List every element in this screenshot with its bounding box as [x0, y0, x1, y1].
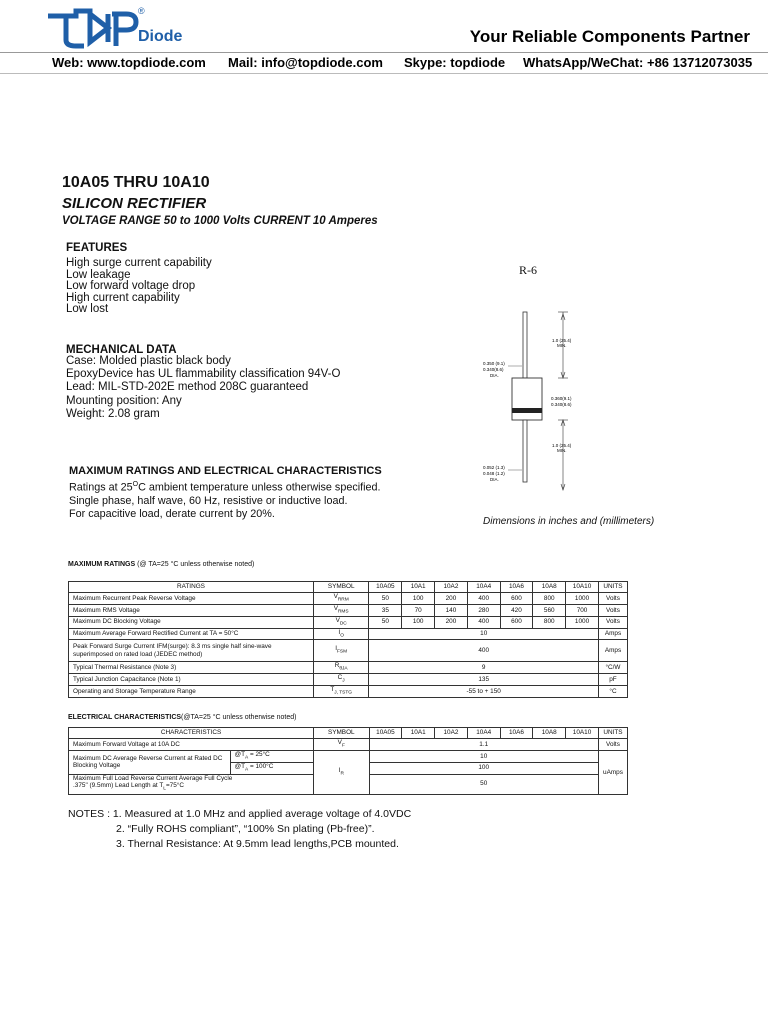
notes-block	[68, 807, 411, 852]
header-cell: 10A8	[533, 728, 566, 739]
symbol-sub: RMS	[337, 609, 349, 615]
ratings-line3: For capacitive load, derate current by 20%.	[69, 507, 275, 520]
symbol-letter: V	[335, 616, 340, 624]
value-cell: 200	[435, 593, 468, 605]
tagline: Your Reliable Components Partner	[469, 27, 750, 46]
symbol-cell	[313, 628, 368, 640]
note-2: 2. “Fully ROHS compliant”, “100% Sn plating (Pb-free)”.	[116, 823, 375, 835]
feature-item: High current capability	[66, 291, 180, 304]
unit-cell: pF	[598, 674, 627, 686]
ratings-line2: Single phase, half wave, 60 Hz, resistive or inductive load.	[69, 494, 348, 507]
header-cell: 10A6	[500, 728, 533, 739]
value-cell: 400	[467, 616, 500, 628]
table-row	[69, 739, 628, 751]
dim-body-b: 0.340(8.6)	[551, 402, 572, 407]
value-cell: 420	[500, 604, 533, 616]
row-label: Maximum RMS Voltage	[69, 604, 314, 616]
row-label: Operating and Storage Temperature Range	[69, 685, 314, 697]
max-ratings-title-note: (@ TA=25 °C unless otherwise noted)	[137, 561, 255, 568]
row-label: Maximum DC Blocking Voltage	[69, 616, 314, 628]
mechanical-list	[66, 355, 340, 421]
value-cell: 1.1	[369, 739, 598, 751]
symbol-letter: V	[333, 593, 338, 601]
symbol-sub: DC	[339, 621, 347, 627]
header-cell: 10A4	[467, 582, 500, 593]
value-cell: 50	[369, 774, 598, 794]
electrical-table	[68, 727, 628, 795]
ratings-line1-pre: Ratings at 25	[69, 481, 133, 494]
value-cell: 400	[467, 593, 500, 605]
feature-item: Low leakage	[66, 268, 131, 281]
value-cell: 600	[500, 616, 533, 628]
value-cell: 560	[533, 604, 566, 616]
table-row	[69, 616, 628, 628]
header-cell: 10A2	[435, 728, 468, 739]
table-row	[69, 750, 628, 762]
value-cell: 135	[369, 674, 599, 686]
mech-item: Weight: 2.08 gram	[66, 407, 160, 420]
dim-lead-bot: 1.0 (25.4)	[552, 443, 572, 448]
symbol-sub: F	[341, 743, 345, 749]
unit-cell: Volts	[598, 739, 627, 751]
cond-sub: A	[245, 767, 249, 773]
unit-cell: Volts	[598, 616, 627, 628]
symbol-sub: FSM	[337, 649, 348, 655]
unit-cell: °C/W	[598, 662, 627, 674]
cond-sub: A	[245, 755, 249, 761]
header-cell: 10A10	[566, 728, 599, 739]
electrical-title-note: (@TA=25 °C unless otherwise noted)	[181, 714, 297, 721]
symbol-cell	[313, 616, 368, 628]
header-cell: 10A4	[467, 728, 500, 739]
electrical-title	[68, 714, 296, 721]
dimensions-caption: Dimensions in inches and (millimeters)	[483, 516, 655, 527]
symbol-cell	[313, 604, 368, 616]
dim-lead-dia-b: 0.340(8.6)	[483, 367, 504, 372]
ratings-note	[69, 478, 381, 521]
value-cell: 100	[402, 616, 435, 628]
row-label: Maximum Average Forward Rectified Current at TA = 50°C	[69, 628, 314, 640]
ratings-line1-post: C ambient temperature unless otherwise specified.	[138, 481, 381, 494]
symbol-sub: RRM	[337, 597, 349, 603]
value-cell: 70	[402, 604, 435, 616]
dim-lead-top: 1.0 (25.4)	[552, 338, 572, 343]
mail-link[interactable]: Mail: info@topdiode.com	[228, 55, 383, 70]
symbol-letter: I	[338, 766, 341, 774]
value-cell: 700	[566, 604, 599, 616]
header-cell: 10A1	[402, 728, 435, 739]
features-list	[66, 258, 212, 316]
unit-cell: Volts	[598, 604, 627, 616]
dim-dia-2: DIA.	[490, 477, 499, 482]
dim-lead-dia-a: 0.350 (9.1)	[483, 361, 505, 366]
dim-min-top: MIN.	[557, 343, 567, 348]
mechanical-heading: MECHANICAL DATA	[66, 344, 177, 356]
row-label: Peak Forward Surge Current IFM(surge): 8.3 ms single half sine-wave superimposed on rated load (JEDEC method)	[69, 640, 314, 662]
dim-wire-a: 0.052 (1.3)	[483, 465, 505, 470]
symbol-letter: C	[337, 674, 343, 682]
value-cell: 280	[467, 604, 500, 616]
table-row	[69, 593, 628, 605]
fl-label-sub: L	[163, 786, 166, 792]
web-link[interactable]: Web: www.topdiode.com	[52, 55, 206, 70]
value-cell: 10	[369, 628, 599, 640]
table-row	[69, 685, 628, 697]
degree-mark: O	[132, 481, 139, 488]
symbol-cell	[313, 662, 368, 674]
header-cell: 10A8	[533, 582, 566, 593]
feature-item: Low forward voltage drop	[66, 280, 196, 292]
header-cell: SYMBOL	[313, 582, 368, 593]
symbol-sub: J	[342, 678, 345, 684]
symbol-cell	[313, 640, 368, 662]
row-label: Maximum Recurrent Peak Reverse Voltage	[69, 593, 314, 605]
value-cell: 1000	[566, 593, 599, 605]
symbol-letter: I	[338, 628, 341, 636]
table-row	[69, 674, 628, 686]
feature-item: Low lost	[66, 303, 109, 315]
product-title: 10A05 THRU 10A10	[62, 174, 210, 191]
header-cell: RATINGS	[69, 582, 314, 593]
symbol-letter: R	[334, 662, 340, 670]
cond-pre: @T	[234, 762, 246, 770]
mech-item: EpoxyDevice has UL flammability classification 94V-O	[66, 368, 341, 381]
package-name: R-6	[519, 263, 537, 277]
logo-text: Diode	[138, 28, 183, 45]
table-row	[69, 628, 628, 640]
table-row	[69, 662, 628, 674]
row-label	[69, 774, 314, 794]
header-cell: UNITS	[598, 728, 627, 739]
ratings-heading: MAXIMUM RATINGS AND ELECTRICAL CHARACTERISTICS	[69, 465, 382, 477]
cond-post: = 25°C	[248, 750, 270, 758]
header-cell: UNITS	[598, 582, 627, 593]
symbol-letter: V	[333, 604, 338, 612]
symbol-letter: V	[337, 739, 342, 747]
value-cell: 200	[435, 616, 468, 628]
symbol-letter: T	[330, 685, 335, 693]
fl-label-line2	[73, 782, 309, 793]
table-header-row	[69, 728, 628, 739]
value-cell: 1000	[566, 616, 599, 628]
symbol-cell	[313, 685, 368, 697]
unit-cell: Volts	[598, 593, 627, 605]
row-label: Maximum Forward Voltage at 10A DC	[69, 739, 314, 751]
table-header-row	[69, 582, 628, 593]
unit-cell: uAmps	[598, 750, 627, 794]
symbol-letter: I	[335, 645, 337, 653]
package-outline-diagram	[478, 280, 598, 500]
value-cell: 140	[435, 604, 468, 616]
fl-label-line1: Maximum Full Load Reverse Current Average Full Cycle	[73, 774, 233, 782]
mech-item: Mounting position: Any	[66, 394, 182, 407]
symbol-cell	[314, 739, 369, 751]
header-cell: 10A1	[402, 582, 435, 593]
symbol-cell	[313, 593, 368, 605]
value-cell: 800	[533, 593, 566, 605]
dim-wire-b: 0.048 (1.2)	[483, 471, 505, 476]
header-cell: 10A10	[566, 582, 599, 593]
whatsapp-contact: WhatsApp/WeChat: +86 13712073035	[523, 55, 753, 70]
symbol-cell	[314, 750, 369, 794]
skype-contact: Skype: topdiode	[404, 55, 506, 70]
cond-post: = 100°C	[248, 762, 274, 770]
symbol-sub: J, TSTG	[334, 690, 353, 696]
symbol-sub: θJA	[339, 666, 348, 672]
value-cell: 50	[369, 593, 402, 605]
header-cell: 10A6	[500, 582, 533, 593]
header-cell: CHARACTERISTICS	[69, 728, 314, 739]
value-cell: 10	[369, 750, 598, 762]
condition-cell	[230, 750, 313, 762]
header-cell: 10A05	[369, 728, 402, 739]
feature-item: High surge current capability	[66, 257, 212, 269]
condition-cell	[230, 762, 313, 774]
value-cell: 50	[369, 616, 402, 628]
max-ratings-title	[68, 561, 254, 568]
cond-pre: @T	[234, 750, 246, 758]
fl-label-pre: .375" (9.5mm) Lead Length at T	[73, 782, 164, 790]
unit-cell: °C	[598, 685, 627, 697]
header-cell: 10A05	[369, 582, 402, 593]
value-cell: 100	[369, 762, 598, 774]
mech-item: Case: Molded plastic black body	[66, 355, 231, 367]
header-cell: 10A2	[435, 582, 468, 593]
mech-item: Lead: MIL-STD-202E method 208C guaranteed	[66, 381, 309, 394]
value-cell: 100	[402, 593, 435, 605]
note-1: NOTES : 1. Measured at 1.0 MHz and applied average voltage of 4.0VDC	[68, 808, 412, 820]
header-cell: SYMBOL	[314, 728, 369, 739]
value-cell: -55 to + 150	[369, 685, 599, 697]
dim-body-a: 0.360(9.1)	[551, 396, 572, 401]
value-cell: 600	[500, 593, 533, 605]
row-label: Maximum DC Average Reverse Current at Rated DC Blocking Voltage	[69, 750, 231, 774]
table-row	[69, 640, 628, 662]
symbol-sub: O	[340, 632, 344, 638]
features-heading: FEATURES	[66, 242, 128, 254]
value-cell: 35	[369, 604, 402, 616]
electrical-title-text: ELECTRICAL CHARACTERISTICS	[68, 714, 182, 721]
max-ratings-title-text: MAXIMUM RATINGS	[68, 561, 136, 568]
fl-label-post: =75°C	[165, 782, 184, 790]
max-ratings-table	[68, 581, 628, 698]
row-label: Typical Thermal Resistance (Note 3)	[69, 662, 314, 674]
row-label: Typical Junction Capacitance (Note 1)	[69, 674, 314, 686]
symbol-cell	[313, 674, 368, 686]
product-subtitle: SILICON RECTIFIER	[62, 195, 207, 212]
value-cell: 9	[369, 662, 599, 674]
voltage-range: VOLTAGE RANGE 50 to 1000 Volts CURRENT 10 Amperes	[62, 215, 378, 227]
symbol-sub: R	[340, 771, 344, 777]
value-cell: 400	[369, 640, 599, 662]
table-row	[69, 604, 628, 616]
dim-dia-1: DIA.	[490, 373, 499, 378]
value-cell: 800	[533, 616, 566, 628]
unit-cell: Amps	[598, 628, 627, 640]
note-3: 3. Thernal Resistance: At 9.5mm lead lengths,PCB mounted.	[116, 838, 399, 850]
unit-cell: Amps	[598, 640, 627, 662]
registered-mark: ®	[138, 6, 145, 16]
dim-min-bot: MIN.	[557, 448, 567, 453]
